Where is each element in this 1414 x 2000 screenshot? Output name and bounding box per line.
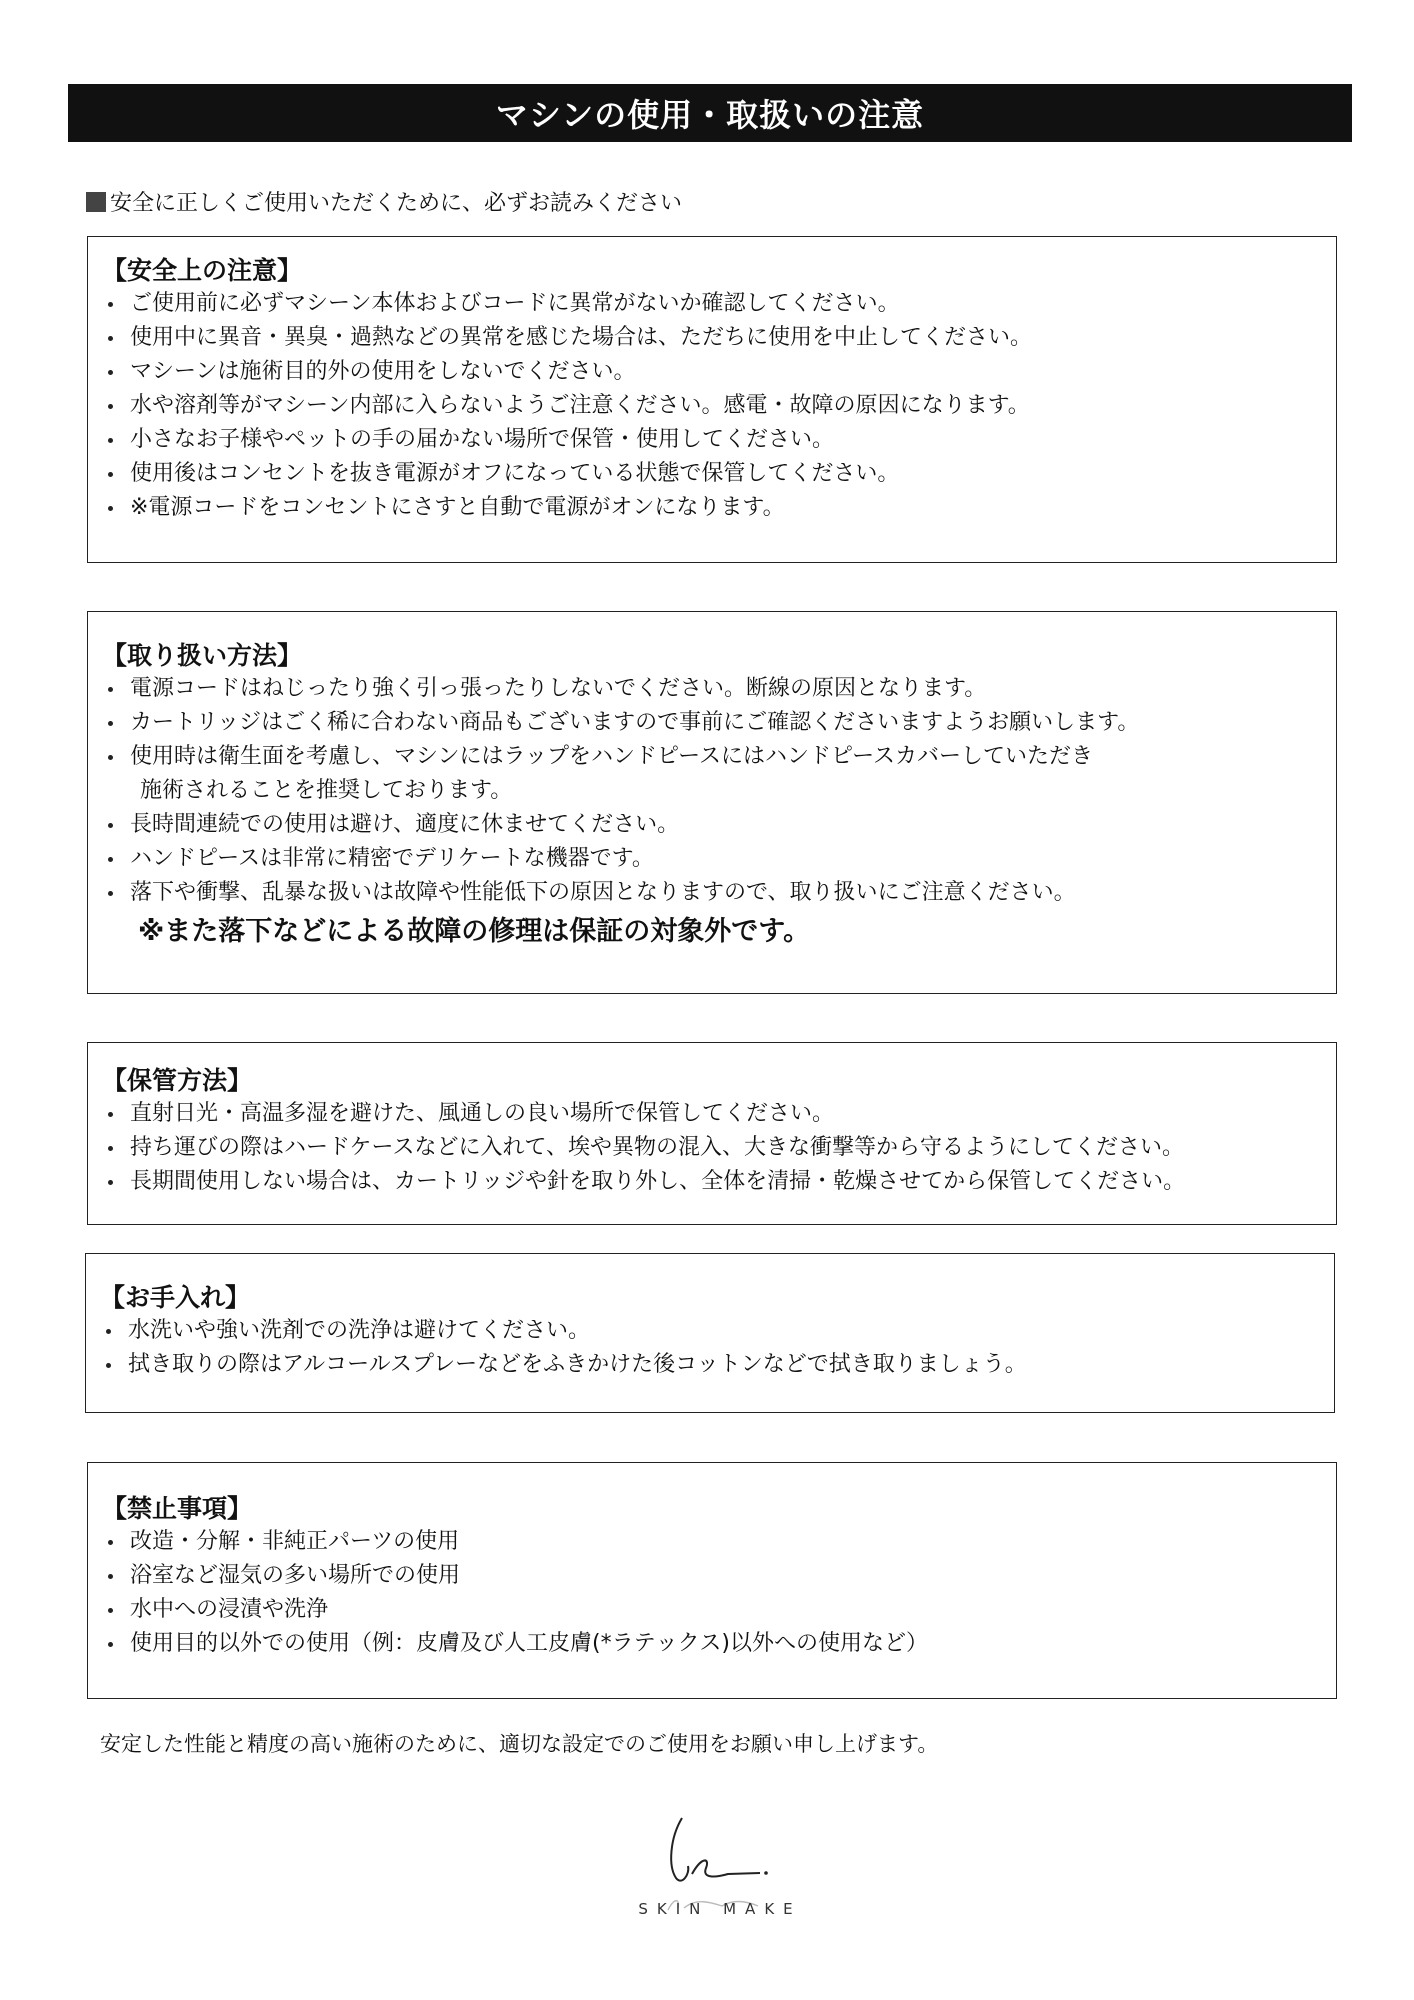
- section-safety: [87, 236, 1337, 563]
- closing-text: 安定した性能と精度の高い施術のために、適切な設定でのご使用をお願い申し上げます。: [100, 1732, 939, 1756]
- intro-line: [86, 186, 682, 217]
- bullet-icon: [108, 891, 113, 896]
- bullet-icon: [108, 1112, 113, 1117]
- bullet-icon: [108, 302, 113, 307]
- list-item: ご使用前に必ずマシーン本体およびコードに異常がないか確認してください。: [102, 287, 1336, 321]
- list-item: マシーンは施術目的外の使用をしないでください。: [102, 355, 1336, 389]
- square-bullet-icon: [86, 192, 106, 212]
- care-list: [100, 1314, 1334, 1382]
- list-item: 使用中に異音・異臭・過熱などの異常を感じた場合は、ただちに使用を中止してください。: [102, 321, 1336, 355]
- list-item: 改造・分解・非純正パーツの使用: [102, 1525, 1336, 1559]
- bullet-icon: [108, 336, 113, 341]
- bullet-icon: [108, 438, 113, 443]
- section-heading: 【禁止事項】: [102, 1494, 253, 1523]
- list-item: 小さなお子様やペットの手の届かない場所で保管・使用してください。: [102, 423, 1336, 457]
- intro-text: 安全に正しくご使用いただくために、必ずお読みください: [110, 191, 683, 216]
- bullet-icon: [108, 1540, 113, 1545]
- section-prohibited: [87, 1462, 1337, 1699]
- prohibited-list: [102, 1525, 1336, 1661]
- bullet-icon: [108, 721, 113, 726]
- list-item: 浴室など湿気の多い場所での使用: [102, 1559, 1336, 1593]
- section-storage: [87, 1042, 1337, 1225]
- storage-list: [102, 1097, 1336, 1199]
- list-item: 直射日光・高温多湿を避けた、風通しの良い場所で保管してください。: [102, 1097, 1336, 1131]
- bullet-icon: [108, 1146, 113, 1151]
- list-item: 落下や衝撃、乱暴な扱いは故障や性能低下の原因となりますので、取り扱いにご注意ください。: [102, 876, 1336, 910]
- bullet-icon: [108, 404, 113, 409]
- bullet-icon: [106, 1329, 111, 1334]
- warranty-note: ※また落下などによる故障の修理は保証の対象外です。: [138, 916, 811, 947]
- bullet-icon: [108, 370, 113, 375]
- list-item: 使用時は衛生面を考慮し、マシンにはラップをハンドピースにはハンドピースカバーしていただき 施術されることを推奨しております。: [102, 740, 1336, 808]
- list-item: 電源コードはねじったり強く引っ張ったりしないでください。断線の原因となります。: [102, 672, 1336, 706]
- section-handling: [87, 611, 1337, 994]
- brand-name: SKIN MAKE: [638, 1900, 802, 1918]
- list-item: 長期間使用しない場合は、カートリッジや針を取り外し、全体を清掃・乾燥させてから保管してください。: [102, 1165, 1336, 1199]
- bullet-icon: [108, 472, 113, 477]
- list-item: ※電源コードをコンセントにさすと自動で電源がオンになります。: [102, 491, 1336, 525]
- bullet-icon: [108, 1642, 113, 1647]
- page-title: マシンの使用・取扱いの注意: [68, 84, 1352, 142]
- list-item: 長時間連続での使用は避け、適度に休ませてください。: [102, 808, 1336, 842]
- bullet-icon: [108, 857, 113, 862]
- list-item: カートリッジはごく稀に合わない商品もございますので事前にご確認くださいますようお願いします。: [102, 706, 1336, 740]
- section-heading: 【取り扱い方法】: [102, 641, 303, 670]
- list-item: 使用後はコンセントを抜き電源がオフになっている状態で保管してください。: [102, 457, 1336, 491]
- bullet-icon: [108, 1180, 113, 1185]
- safety-list: [102, 287, 1336, 525]
- list-item-continuation: 施術されることを推奨しております。: [140, 778, 513, 803]
- list-item: 水洗いや強い洗剤での洗浄は避けてください。: [100, 1314, 1334, 1348]
- list-item: 使用目的以外での使用（例：皮膚及び人工皮膚(*ラテックス)以外への使用など）: [102, 1627, 1336, 1661]
- section-care: [85, 1253, 1335, 1413]
- bullet-icon: [108, 755, 113, 760]
- bullet-icon: [108, 1574, 113, 1579]
- list-item: 拭き取りの際はアルコールスプレーなどをふきかけた後コットンなどで拭き取りましょう。: [100, 1348, 1334, 1382]
- section-heading: 【安全上の注意】: [102, 256, 303, 285]
- list-item: 持ち運びの際はハードケースなどに入れて、埃や異物の混入、大きな衝撃等から守るようにしてください。: [102, 1131, 1336, 1165]
- section-heading: 【お手入れ】: [100, 1283, 251, 1312]
- bullet-icon: [108, 823, 113, 828]
- list-item: 水中への浸漬や洗浄: [102, 1593, 1336, 1627]
- list-item: ハンドピースは非常に精密でデリケートな機器です。: [102, 842, 1336, 876]
- bullet-icon: [108, 687, 113, 692]
- section-heading: 【保管方法】: [102, 1066, 253, 1095]
- bullet-icon: [106, 1363, 111, 1368]
- bullet-icon: [108, 506, 113, 511]
- bullet-icon: [108, 1608, 113, 1613]
- handling-list: [102, 672, 1336, 910]
- list-item: 水や溶剤等がマシーン内部に入らないようご注意ください。感電・故障の原因になります。: [102, 389, 1336, 423]
